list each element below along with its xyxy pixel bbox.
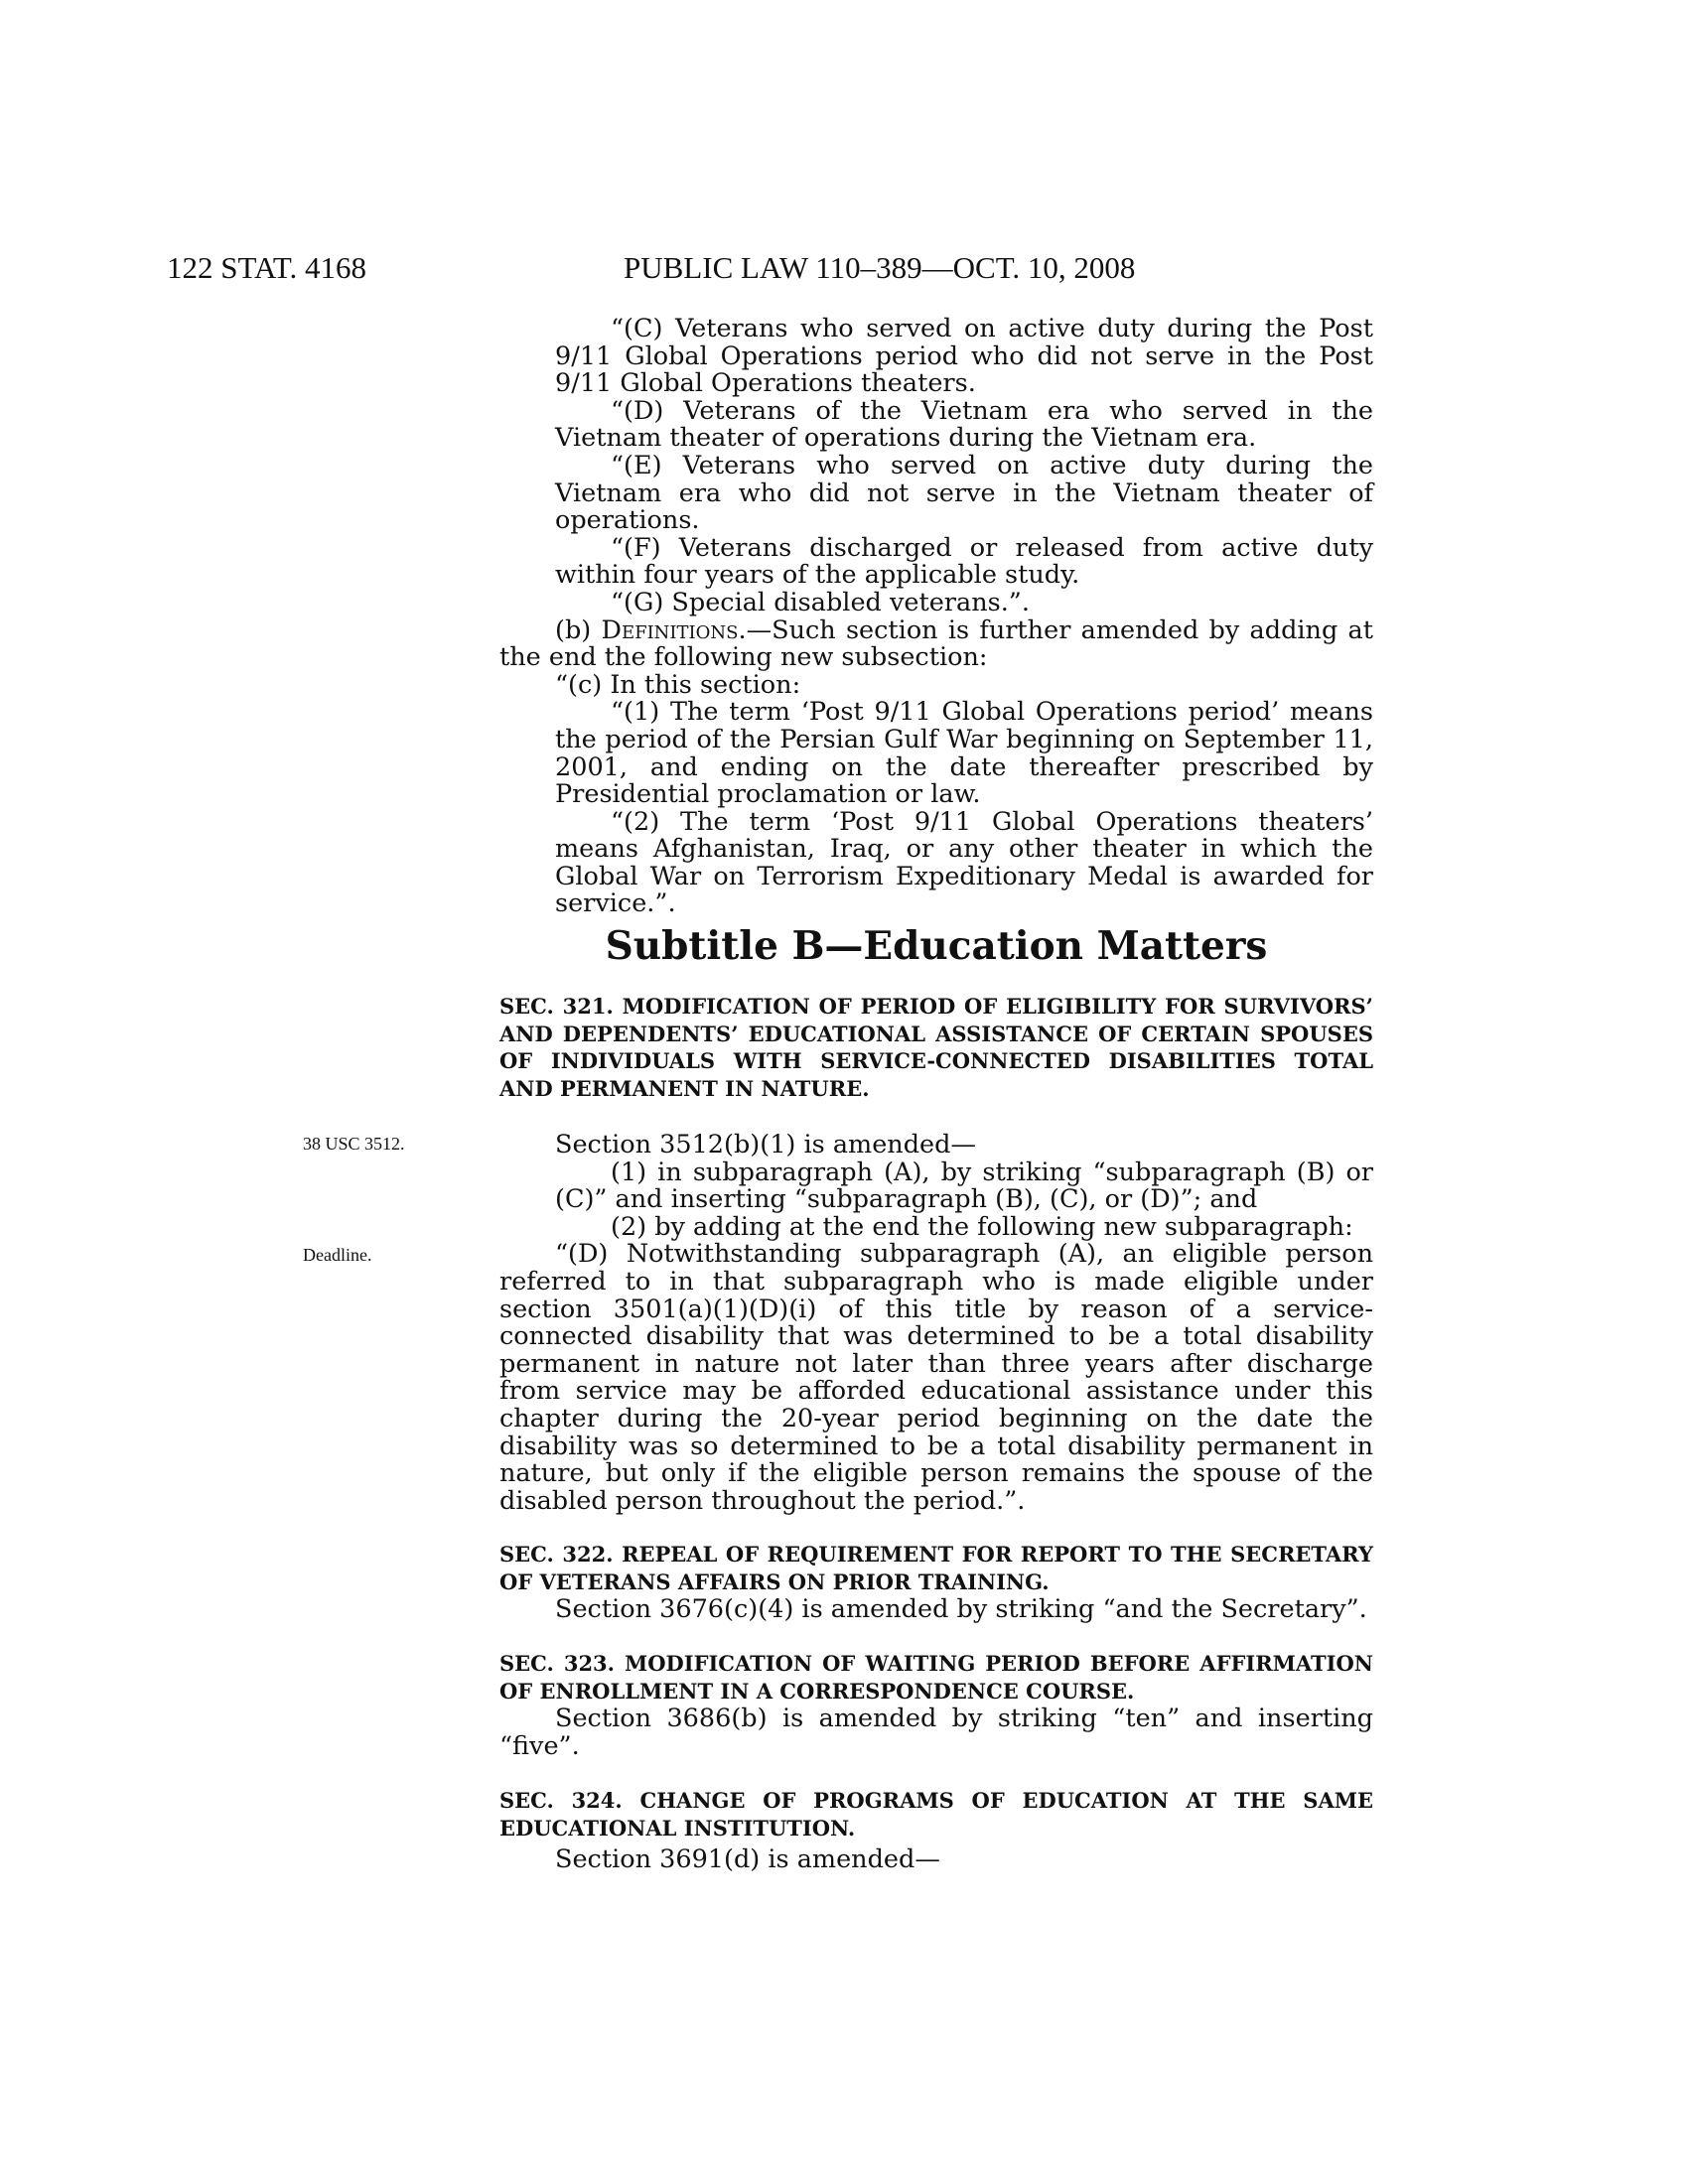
sec-321-number: SEC. 321. — [499, 994, 614, 1019]
sec-323-heading — [499, 1650, 1373, 1705]
item-e: “(E) Veterans who served on active duty during the Vietnam era who did not serve in the Vietnam theater of operations. — [555, 450, 1373, 536]
definition-item-1: “(1) The term ‘Post 9/11 Global Operations period’ means the period of the Persian Gulf War beginning on September 11, 2001, and ending on the date thereafter prescribed by Presidential proclamation or law. — [555, 697, 1373, 810]
item-c: “(C) Veterans who served on active duty during the Post 9/11 Global Operations period who did not serve in the Post 9/11 Global Operations theaters. — [555, 314, 1373, 399]
sec-324-number: SEC. 324. — [499, 1788, 623, 1813]
definitions-prefix: (b) — [555, 614, 602, 645]
item-g: “(G) Special disabled veterans.”. — [611, 587, 1030, 617]
definitions-text: .—Such section is further amended by adding at the end the following new subsection: — [499, 614, 1374, 673]
sec-323-text: Section 3686(b) is amended by striking “ten” and inserting “five”. — [499, 1704, 1373, 1761]
public-law-header: PUBLIC LAW 110–389—OCT. 10, 2008 — [624, 250, 1136, 285]
top-items-block — [499, 316, 1373, 918]
sec-321-item-2: (2) by adding at the end the following new subparagraph: — [611, 1211, 1353, 1242]
sec-323-body — [499, 1706, 1373, 1760]
subtitle-heading: Subtitle B—Education Matters — [605, 923, 1268, 969]
sec-321-body — [499, 1132, 1373, 1515]
sec-322-title: REPEAL OF REQUIREMENT FOR REPORT TO THE SECRETARY OF VETERANS AFFAIRS ON PRIOR TRAINING. — [499, 1542, 1373, 1594]
sec-321-new-subparagraph-d: “(D) Notwithstanding subparagraph (A), an eligible person referred to in that subparagraph who is made eligible under section 3501(a)(1)(D)(i) of this title by reason of a service-connected disability that was determined to be a total disability permanent in nature not later than three years after discharge from service may be afforded educational assistance under this chapter during the 20-year period beginning on the date the disability was so determined to be a total disability permanent in nature, but only if the eligible person remains the spouse of the disabled person throughout the period.”. — [499, 1239, 1373, 1516]
sec-323-number: SEC. 323. — [499, 1651, 615, 1676]
sec-321-item-1: (1) in subparagraph (A), by striking “subparagraph (B) or (C)” and inserting “subparagraph (B), (C), or (D)”; and — [555, 1157, 1373, 1215]
definition-item-2: “(2) The term ‘Post 9/11 Global Operations theaters’ means Afghanistan, Iraq, or any other theater in which the Global War on Terrorism Expeditionary Medal is awarded for service.”. — [555, 806, 1373, 919]
sec-322-heading — [499, 1541, 1373, 1595]
sec-321-title: MODIFICATION OF PERIOD OF ELIGIBILITY FOR SURVIVORS’ AND DEPENDENTS’ EDUCATIONAL ASSISTANCE OF CERTAIN SPOUSES OF INDIVIDUALS WITH SERVICE-CONNECTED DISABILITIES TOTAL AND PERMANENT IN NATURE. — [499, 994, 1373, 1101]
sec-324-body — [499, 1846, 1373, 1874]
sec-322-text: Section 3676(c)(4) is amended by striking “and the Secretary”. — [555, 1594, 1367, 1624]
sec-321-heading — [499, 993, 1373, 1102]
sec-324-heading — [499, 1787, 1373, 1842]
item-d: “(D) Veterans of the Vietnam era who served in the Vietnam theater of operations during the Vietnam era. — [555, 395, 1373, 454]
sec-322-number: SEC. 322. — [499, 1542, 614, 1567]
margin-note-usc: 38 USC 3512. — [303, 1134, 405, 1154]
definitions-paragraph — [499, 614, 1374, 673]
sec-322-body — [499, 1596, 1373, 1624]
sec-323-title: MODIFICATION OF WAITING PERIOD BEFORE AFFIRMATION OF ENROLLMENT IN A CORRESPONDENCE COURSE. — [499, 1651, 1373, 1704]
sec-321-intro: Section 3512(b)(1) is amended— — [555, 1130, 976, 1160]
subsection-c-intro: “(c) In this section: — [555, 669, 801, 700]
stat-citation: 122 STAT. 4168 — [167, 250, 367, 285]
definitions-label: Definitions — [601, 614, 739, 645]
item-f: “(F) Veterans discharged or released from active duty within four years of the applicable study. — [555, 532, 1373, 591]
sec-324-text: Section 3691(d) is amended— — [555, 1844, 940, 1874]
sec-324-title: CHANGE OF PROGRAMS OF EDUCATION AT THE SAME EDUCATIONAL INSTITUTION. — [499, 1788, 1374, 1841]
margin-note-deadline: Deadline. — [303, 1245, 372, 1265]
